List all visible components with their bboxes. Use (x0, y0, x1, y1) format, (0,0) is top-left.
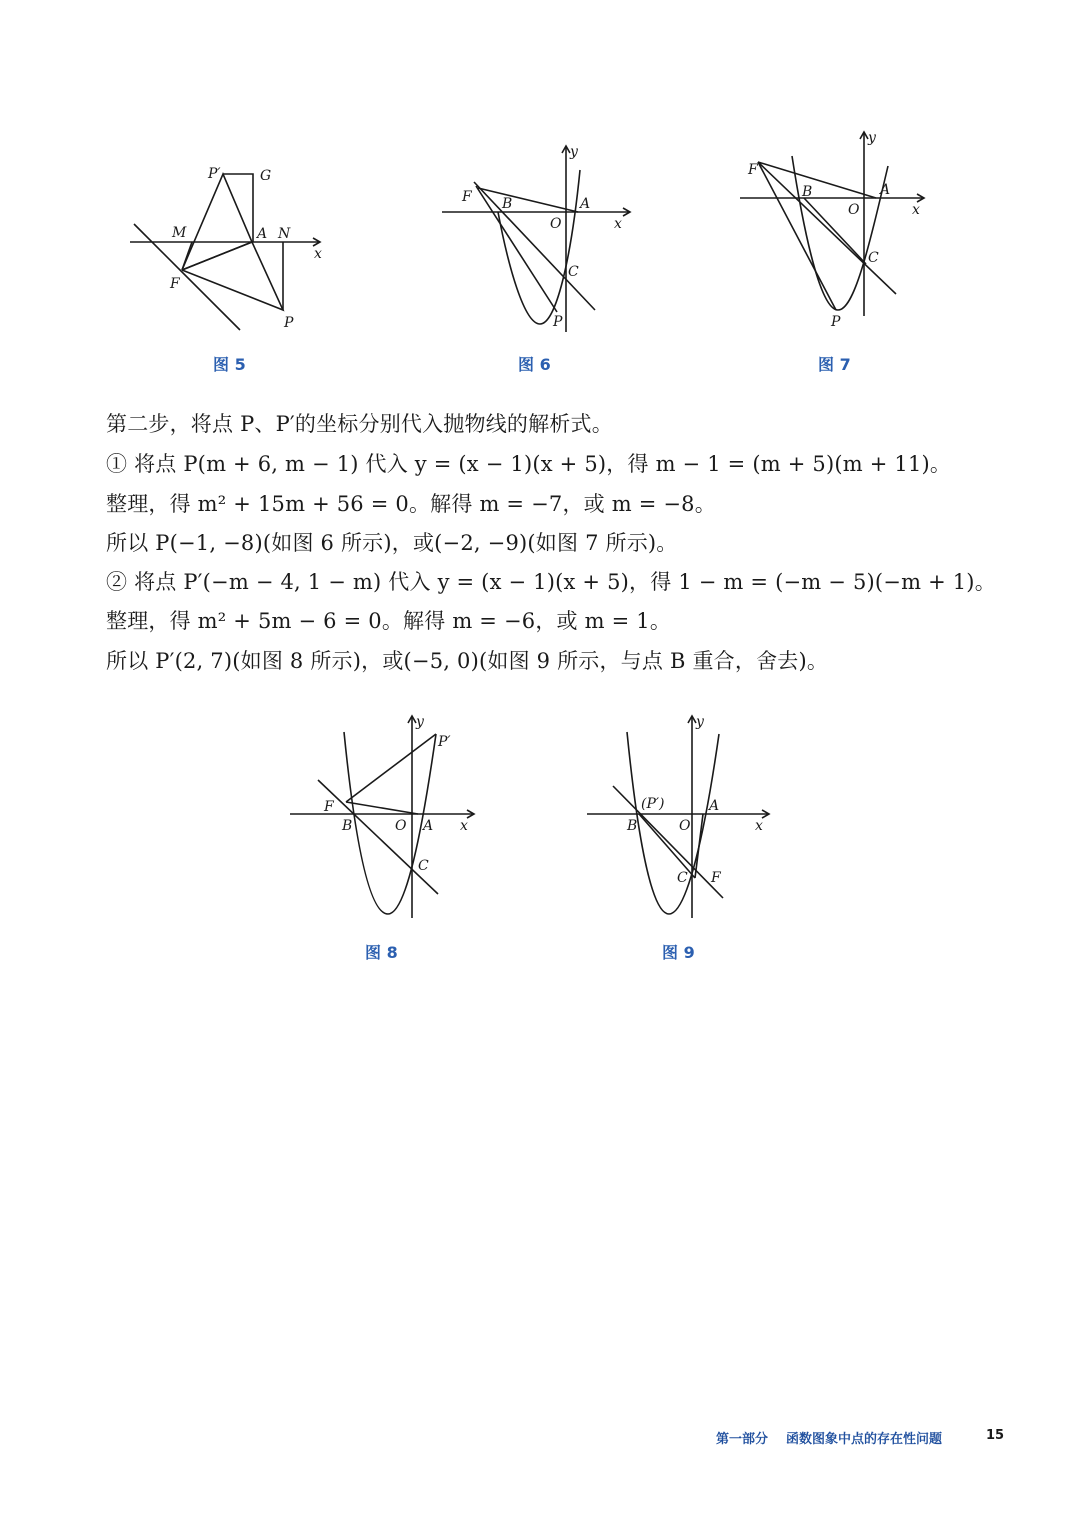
figure-7-caption: 图 7 (818, 355, 851, 374)
parabola (627, 732, 719, 914)
label-x: x (460, 818, 468, 834)
label-b: B (342, 818, 353, 834)
label-y: y (570, 144, 578, 160)
figure-9-caption: 图 9 (662, 943, 695, 962)
line-through-f (318, 780, 438, 894)
text-line-1: 第二步，将点 P、P′的坐标分别代入抛物线的解析式。 (106, 412, 613, 436)
text-line-2: ① 将点 P(m + 6, m − 1) 代入 y = (x − 1)(x + 5)，得 m − 1 = (m + 5)(m + 11)。 (106, 452, 952, 476)
label-x: x (614, 216, 622, 232)
label-y: y (696, 714, 704, 730)
label-pprime: P′ (208, 166, 221, 182)
figure-5-caption: 图 5 (213, 355, 246, 374)
text-line-5: ② 将点 P′(−m − 4, 1 − m) 代入 y = (x − 1)(x + 5)，得 1 − m = (−m − 5)(−m + 1)。 (106, 570, 996, 594)
line-f-a (478, 188, 578, 212)
label-c: C (868, 250, 879, 266)
figure-8-caption: 图 8 (365, 943, 398, 962)
label-p: P (284, 315, 294, 331)
label-f: F (711, 870, 721, 886)
text-line-4: 所以 P(−1, −8)(如图 6 所示)，或(−2, −9)(如图 7 所示)。 (106, 531, 678, 555)
text-line-7: 所以 P′(2, 7)(如图 8 所示)，或(−5, 0)(如图 9 所示，与点 B 重合，舍去)。 (106, 649, 829, 673)
figure-5 (120, 150, 340, 350)
label-a: A (580, 196, 591, 212)
line-f-p (476, 186, 557, 312)
label-x: x (912, 202, 920, 218)
label-o: O (679, 818, 691, 834)
label-f: F (170, 276, 180, 292)
footer-title: 函数图象中点的存在性问题 (786, 1432, 943, 1447)
label-pprime: P′ (438, 734, 451, 750)
label-m: M (172, 225, 187, 241)
page-number: 15 (986, 1428, 1005, 1443)
label-c: C (677, 870, 688, 886)
label-b: B (502, 196, 513, 212)
footer-section: 第一部分 (716, 1432, 769, 1447)
segment-f-a (346, 802, 418, 814)
parabola (498, 170, 580, 324)
label-b: B (802, 184, 813, 200)
label-c: C (418, 858, 429, 874)
triangle-f-pprime (346, 734, 436, 802)
label-x: x (755, 818, 763, 834)
label-c: C (568, 264, 579, 280)
label-a: A (257, 226, 268, 242)
label-f: F (462, 189, 472, 205)
text-line-3: 整理，得 m² + 15m + 56 = 0。解得 m = −7，或 m = −8。 (106, 492, 716, 516)
label-b: B (627, 818, 638, 834)
parabola (792, 156, 891, 310)
label-p: P (831, 314, 841, 330)
line-through-f (134, 224, 240, 330)
label-f: F (748, 162, 758, 178)
label-y: y (416, 714, 424, 730)
figure-9 (585, 712, 785, 932)
label-y: y (868, 130, 876, 146)
line-through-b (613, 786, 723, 898)
label-n: N (278, 226, 291, 242)
triangle-f-a-p (182, 242, 283, 310)
line-through-c (758, 162, 896, 294)
label-x: x (314, 246, 322, 262)
label-g: G (260, 168, 272, 184)
label-p: P (553, 314, 563, 330)
label-f: F (324, 799, 334, 815)
label-o: O (395, 818, 407, 834)
label-a: A (880, 182, 891, 198)
figure-7 (738, 126, 938, 336)
label-pprime: (P′) (641, 796, 665, 812)
figure-8 (288, 712, 488, 932)
figure-6-caption: 图 6 (518, 355, 551, 374)
figure-6 (440, 140, 640, 340)
segment-c-a (695, 814, 703, 878)
text-line-6: 整理，得 m² + 5m − 6 = 0。解得 m = −6，或 m = 1。 (106, 609, 672, 633)
label-a: A (423, 818, 434, 834)
label-o: O (848, 202, 860, 218)
label-o: O (550, 216, 562, 232)
label-a: A (709, 798, 720, 814)
